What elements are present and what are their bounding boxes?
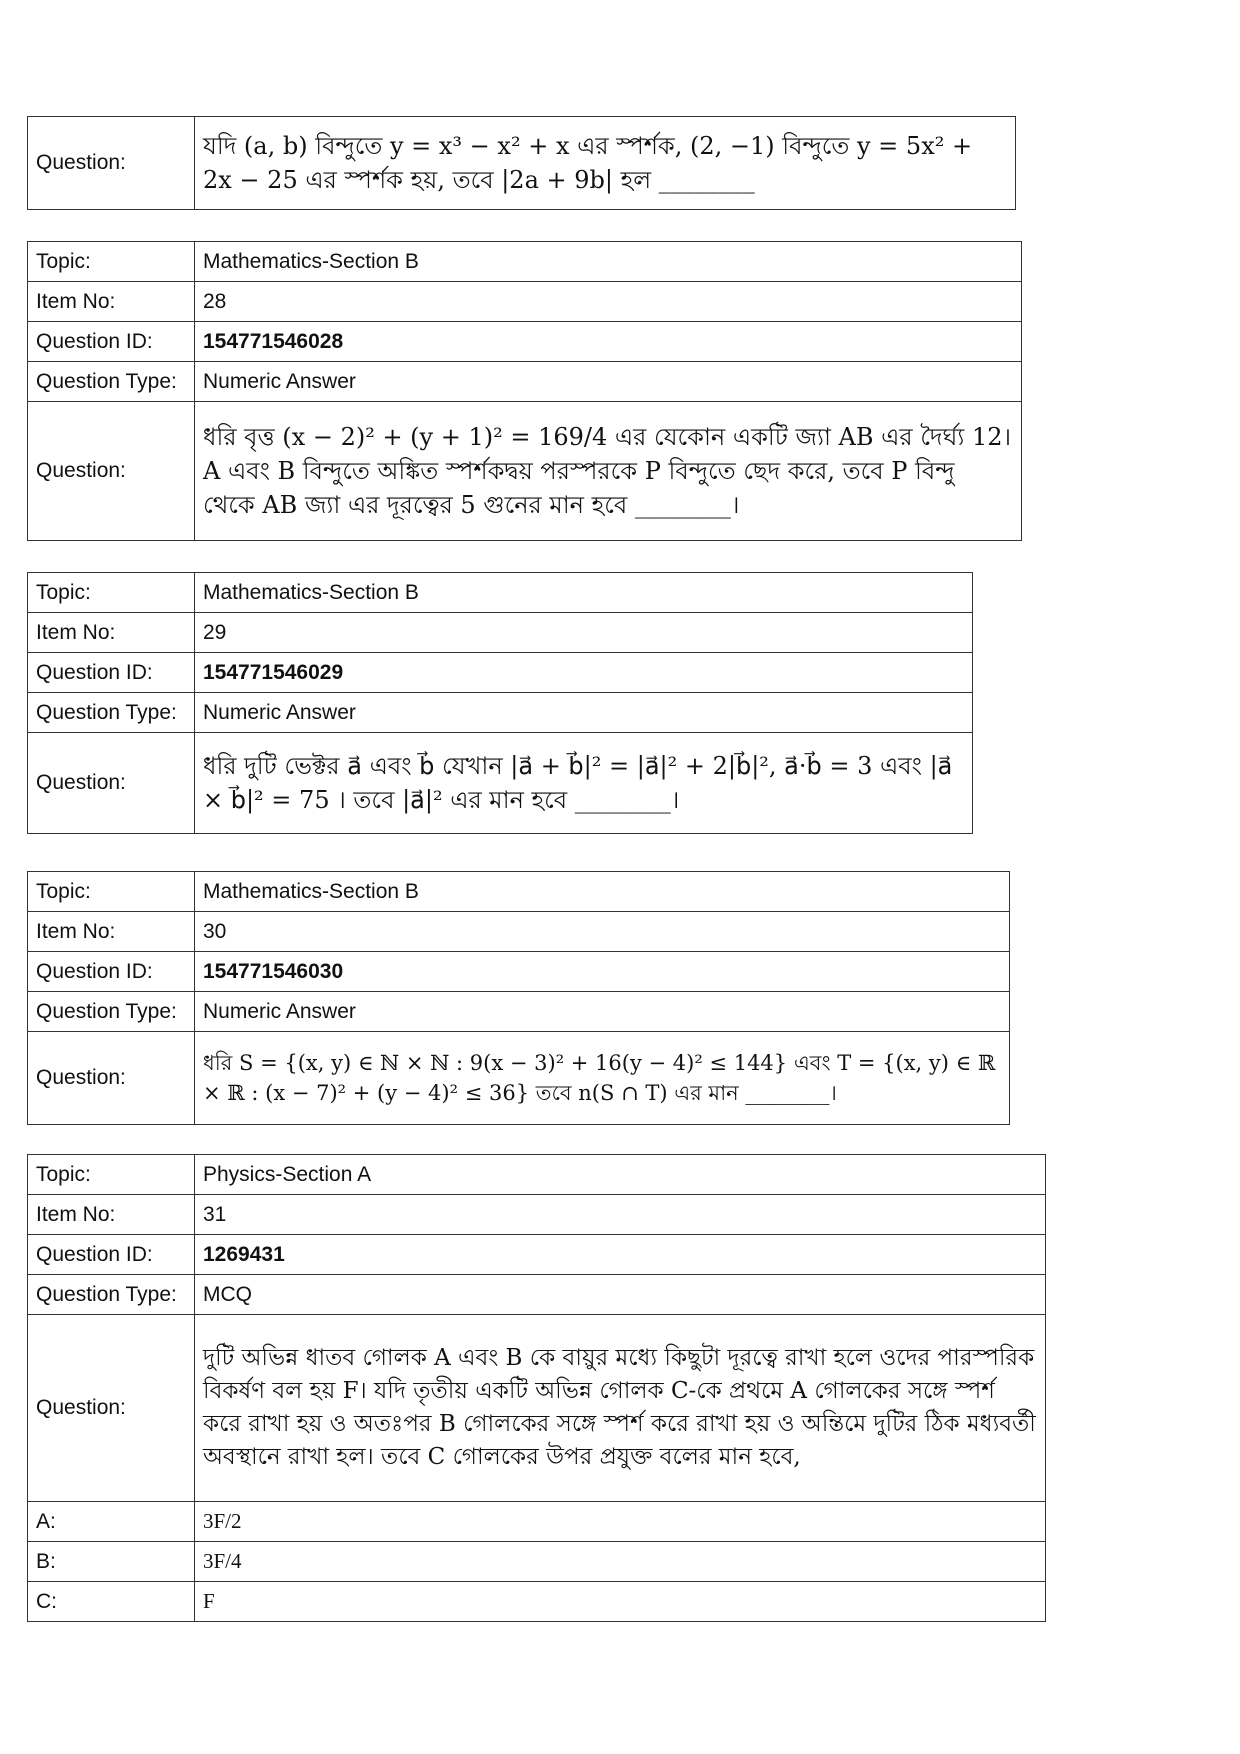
question-type-label: Question Type:: [28, 693, 195, 733]
item-no-value: 31: [195, 1195, 1046, 1235]
question-label: Question:: [28, 402, 195, 541]
question-text: যদি (a, b) বিন্দুতে y = x³ − x² + x এর স্পর্শক, (2, −1) বিন্দুতে y = 5x² + 2x − 25 এর স্পর্শক হয়, তবে |2a + 9b| হল ________: [195, 117, 1016, 210]
question-id-label: Question ID:: [28, 653, 195, 693]
option-c-value: F: [195, 1582, 1046, 1622]
question-text: দুটি অভিন্ন ধাতব গোলক A এবং B কে বায়ুর মধ্যে কিছুটা দূরত্বে রাখা হলে ওদের পারস্পরিক বিকর্ষণ বল হয় F। যদি তৃতীয় একটি অভিন্ন গোলক C-কে প্রথমে A গোলকের সঙ্গে স্পর্শ করে রাখা হয় ও অতঃপর B গোলকের সঙ্গে স্পর্শ করে রাখা হয় ও অন্তিমে দুটির ঠিক মধ্যবর্তী অবস্থানে রাখা হল। তবে C গোলকের উপর প্রযুক্ত বলের মান হবে,: [195, 1315, 1046, 1502]
option-b-label: B:: [28, 1542, 195, 1582]
question-block-31: [27, 1154, 1046, 1622]
question-block-30: [27, 871, 1010, 1125]
item-no-value: 29: [195, 613, 973, 653]
question-id-value: 1269431: [195, 1235, 1046, 1275]
question-type-value: Numeric Answer: [195, 693, 973, 733]
question-id-value: 154771546030: [195, 952, 1010, 992]
question-label: Question:: [28, 117, 195, 210]
item-no-label: Item No:: [28, 613, 195, 653]
question-label: Question:: [28, 733, 195, 834]
question-id-value: 154771546029: [195, 653, 973, 693]
question-text: ধরি বৃত্ত (x − 2)² + (y + 1)² = 169/4 এর যেকোন একটি জ্যা AB এর দৈর্ঘ্য 12। A এবং B বিন্দুতে অঙ্কিত স্পর্শকদ্বয় পরস্পরকে P বিন্দুতে ছেদ করে, তবে P বিন্দু থেকে AB জ্যা এর দূরত্বের 5 গুনের মান হবে ________।: [195, 402, 1022, 541]
topic-value: Mathematics-Section B: [195, 242, 1022, 282]
question-id-label: Question ID:: [28, 952, 195, 992]
topic-value: Physics-Section A: [195, 1155, 1046, 1195]
topic-label: Topic:: [28, 872, 195, 912]
question-block-29: [27, 572, 973, 834]
question-id-label: Question ID:: [28, 322, 195, 362]
item-no-value: 28: [195, 282, 1022, 322]
question-type-label: Question Type:: [28, 1275, 195, 1315]
question-label: Question:: [28, 1315, 195, 1502]
question-type-value: Numeric Answer: [195, 992, 1010, 1032]
question-label: Question:: [28, 1032, 195, 1125]
item-no-value: 30: [195, 912, 1010, 952]
topic-value: Mathematics-Section B: [195, 573, 973, 613]
question-id-value: 154771546028: [195, 322, 1022, 362]
topic-label: Topic:: [28, 242, 195, 282]
item-no-label: Item No:: [28, 282, 195, 322]
item-no-label: Item No:: [28, 912, 195, 952]
option-a-label: A:: [28, 1502, 195, 1542]
question-id-label: Question ID:: [28, 1235, 195, 1275]
item-no-label: Item No:: [28, 1195, 195, 1235]
question-type-value: MCQ: [195, 1275, 1046, 1315]
question-block-27: [27, 116, 1016, 210]
question-type-label: Question Type:: [28, 992, 195, 1032]
question-type-value: Numeric Answer: [195, 362, 1022, 402]
option-a-value: 3F/2: [195, 1502, 1046, 1542]
question-text: ধরি S = {(x, y) ∈ ℕ × ℕ : 9(x − 3)² + 16(y − 4)² ≤ 144} এবং T = {(x, y) ∈ ℝ × ℝ : (x − 7)² + (y − 4)² ≤ 36} তবে n(S ∩ T) এর মান ________।: [195, 1032, 1010, 1125]
topic-value: Mathematics-Section B: [195, 872, 1010, 912]
topic-label: Topic:: [28, 573, 195, 613]
option-b-value: 3F/4: [195, 1542, 1046, 1582]
question-block-28: [27, 241, 1022, 541]
question-type-label: Question Type:: [28, 362, 195, 402]
question-text: ধরি দুটি ভেক্টর a⃗ এবং b⃗ যেখান |a⃗ + b⃗|² = |a⃗|² + 2|b⃗|², a⃗·b⃗ = 3 এবং |a⃗ × b⃗|² = 75 । তবে |a⃗|² এর মান হবে ________।: [195, 733, 973, 834]
option-c-label: C:: [28, 1582, 195, 1622]
topic-label: Topic:: [28, 1155, 195, 1195]
